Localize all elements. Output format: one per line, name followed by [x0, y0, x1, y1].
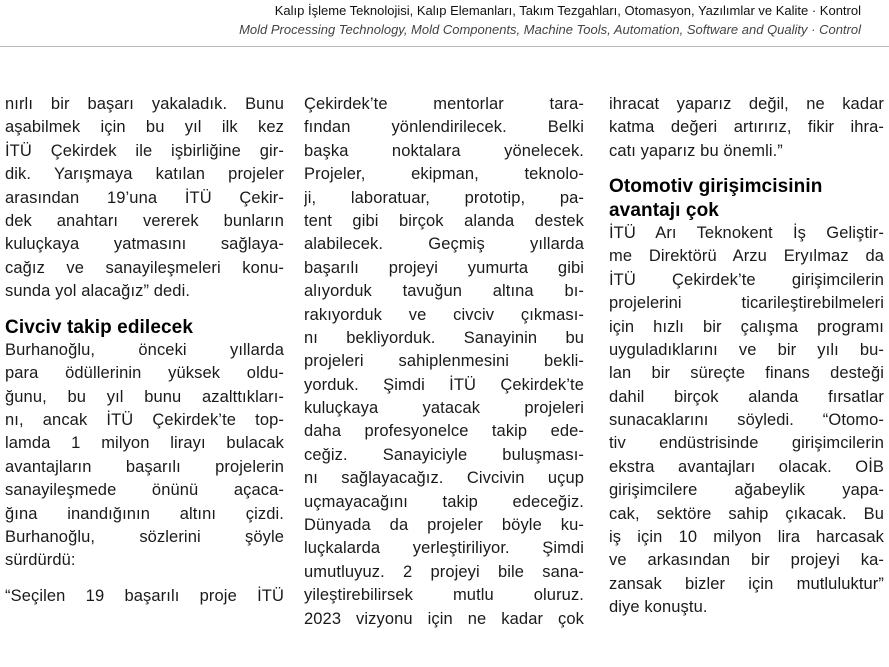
text-line: zansak bizler için mutluluktur” — [609, 574, 884, 593]
text-line: nı, ancak İTÜ Çekirdek’te top- — [5, 411, 284, 430]
paragraph — [304, 93, 584, 631]
text-line: kuluçkaya yatmasını sağlaya- — [5, 235, 284, 254]
paragraph — [5, 339, 284, 573]
text-line: için hızlı bir çalışma programı — [609, 317, 884, 336]
text-line: sürdürdü: — [5, 551, 76, 570]
text-line: başka noktalara yönelecek. — [304, 141, 584, 160]
text-line: ve arkasından bir projeyi ka- — [609, 551, 884, 570]
text-line: lamda 1 milyon lirayı bulacak — [5, 434, 284, 453]
text-line: yileştirebilirsek mutlu oluruz. — [304, 586, 584, 605]
text-line: luçkalarda yerleştiriliyor. Şimdi — [304, 539, 584, 558]
text-line: aşabilmek için bu yıl ilk kez — [5, 118, 284, 137]
text-line: İTÜ Arı Teknokent İş Geliştir- — [609, 223, 884, 242]
text-line: para ödüllerinin yüksek oldu- — [5, 364, 284, 383]
text-line: kuluçkaya yatacak projeleri — [304, 399, 584, 418]
text-line: rakıyorduk ve civciv çıkması- — [304, 305, 584, 324]
text-line: dek anahtarı vererek bunların — [5, 211, 284, 230]
text-line: ceğiz. Sanayiciyle buluşması- — [304, 445, 584, 464]
text-line: nırlı bir başarı yakaladık. Bunu — [5, 95, 284, 113]
text-line: sunacaklarını söyledi. “Otomo- — [609, 411, 884, 430]
text-line: Burhanoğlu, sözlerini şöyle — [5, 528, 284, 547]
text-line: Çekirdek’te mentorlar tara- — [304, 95, 584, 113]
text-line: uçmayacağını takip edeceğiz. — [304, 492, 584, 511]
text-line: daha profesyonelce takip ede- — [304, 422, 584, 441]
text-line: girişimcilere ağabeylik yapa- — [609, 481, 884, 500]
text-line: “Seçilen 19 başarılı proje İTÜ — [5, 586, 284, 605]
text-line: tiv endüstrisinde girişimcilerin — [609, 434, 884, 453]
text-line: nı bekliyorduk. Sanayinin bu — [304, 328, 584, 347]
text-line: alıyorduk tavuğun altına bı- — [304, 282, 584, 301]
text-line: catı yaparız bu önemli.” — [609, 141, 783, 160]
text-line: cağız ve sanayileşmeleri konu- — [5, 258, 284, 277]
article-column-2 — [304, 93, 584, 631]
article-column-3 — [609, 93, 884, 620]
text-line: ekstra avantajları olacak. OİB — [609, 457, 884, 476]
paragraph — [5, 93, 284, 304]
text-line: avantajların başarılı projelerin — [5, 457, 284, 476]
text-line: başarılı projeyi yumurta gibi — [304, 258, 584, 277]
section-heading: Otomotiv girişimcisinin — [609, 176, 823, 198]
article-column-1 — [5, 93, 284, 608]
text-line: İTÜ Çekirdek’te girişimcilerin — [609, 270, 884, 289]
text-line: tent gibi birçok alanda destek — [304, 211, 584, 230]
text-line: projelerini ticarileştirebilmeleri — [609, 294, 884, 313]
text-line: me Direktörü Arzu Eryılmaz da — [609, 247, 884, 266]
header-title-turkish: Kalıp İşleme Teknolojisi, Kalıp Elemanları, Takım Tezgahları, Otomasyon, Yazılımlar ve Kalite · Kontrol — [274, 3, 861, 18]
text-line: ğunu, bu yıl bunu azalttıkları- — [5, 387, 284, 406]
paragraph — [5, 585, 284, 608]
text-line: arasından 19’una İTÜ Çekir- — [5, 188, 284, 207]
paragraph — [609, 222, 884, 620]
section-heading: Civciv takip edilecek — [5, 316, 193, 338]
text-line: 2023 vizyonu için ne kadar çok — [304, 609, 584, 628]
paragraph — [609, 93, 884, 163]
text-line: fından yönlendirilecek. Belki — [304, 118, 584, 137]
text-line: alabilecek. Geçmiş yıllarda — [304, 235, 584, 254]
text-line: katma değeri artırırız, fikir ihra- — [609, 118, 884, 137]
text-line: Dünyada da projeler böyle ku- — [304, 516, 584, 535]
text-line: Burhanoğlu, önceki yıllarda — [5, 340, 284, 359]
text-line: uyguladıklarını ve bir yılı bu- — [609, 340, 884, 359]
text-line: ihracat yaparız değil, ne kadar — [609, 95, 884, 113]
text-line: umutluyuz. 2 projeyi bile sana- — [304, 562, 584, 581]
section-heading: avantajı çok — [609, 199, 719, 221]
text-line: projeleri sahiplenmesini bekli- — [304, 352, 584, 371]
text-line: nı sağlayacağız. Civcivin uçup — [304, 469, 584, 488]
text-line: İTÜ Çekirdek ile işbirliğine gir- — [5, 141, 284, 160]
text-line: Projeler, ekipman, teknolo- — [304, 165, 584, 184]
page-header — [0, 0, 889, 52]
text-line: ğına inandığının altını çizdi. — [5, 504, 284, 523]
text-line: diye konuştu. — [609, 598, 708, 617]
text-line: dik. Yarışmaya katılan projeler — [5, 165, 284, 184]
text-line: ji, laboratuar, prototip, pa- — [304, 188, 584, 207]
text-line: cak, sektöre sahip çıkacak. Bu — [609, 504, 884, 523]
text-line: yorduk. Şimdi İTÜ Çekirdek’te — [304, 375, 584, 394]
text-line: lan bir süreçte finans desteği — [609, 364, 884, 383]
text-line: iş için 10 milyon lira harcasak — [609, 528, 884, 547]
text-line: sunda yol alacağız” dedi. — [5, 282, 191, 301]
text-line: dahil birçok alanda fırsatlar — [609, 387, 884, 406]
header-divider — [0, 46, 889, 47]
header-title-english: Mold Processing Technology, Mold Components, Machine Tools, Automation, Software and Quality · Control — [239, 22, 861, 37]
text-line: sanayileşmede önünü açaca- — [5, 481, 284, 500]
